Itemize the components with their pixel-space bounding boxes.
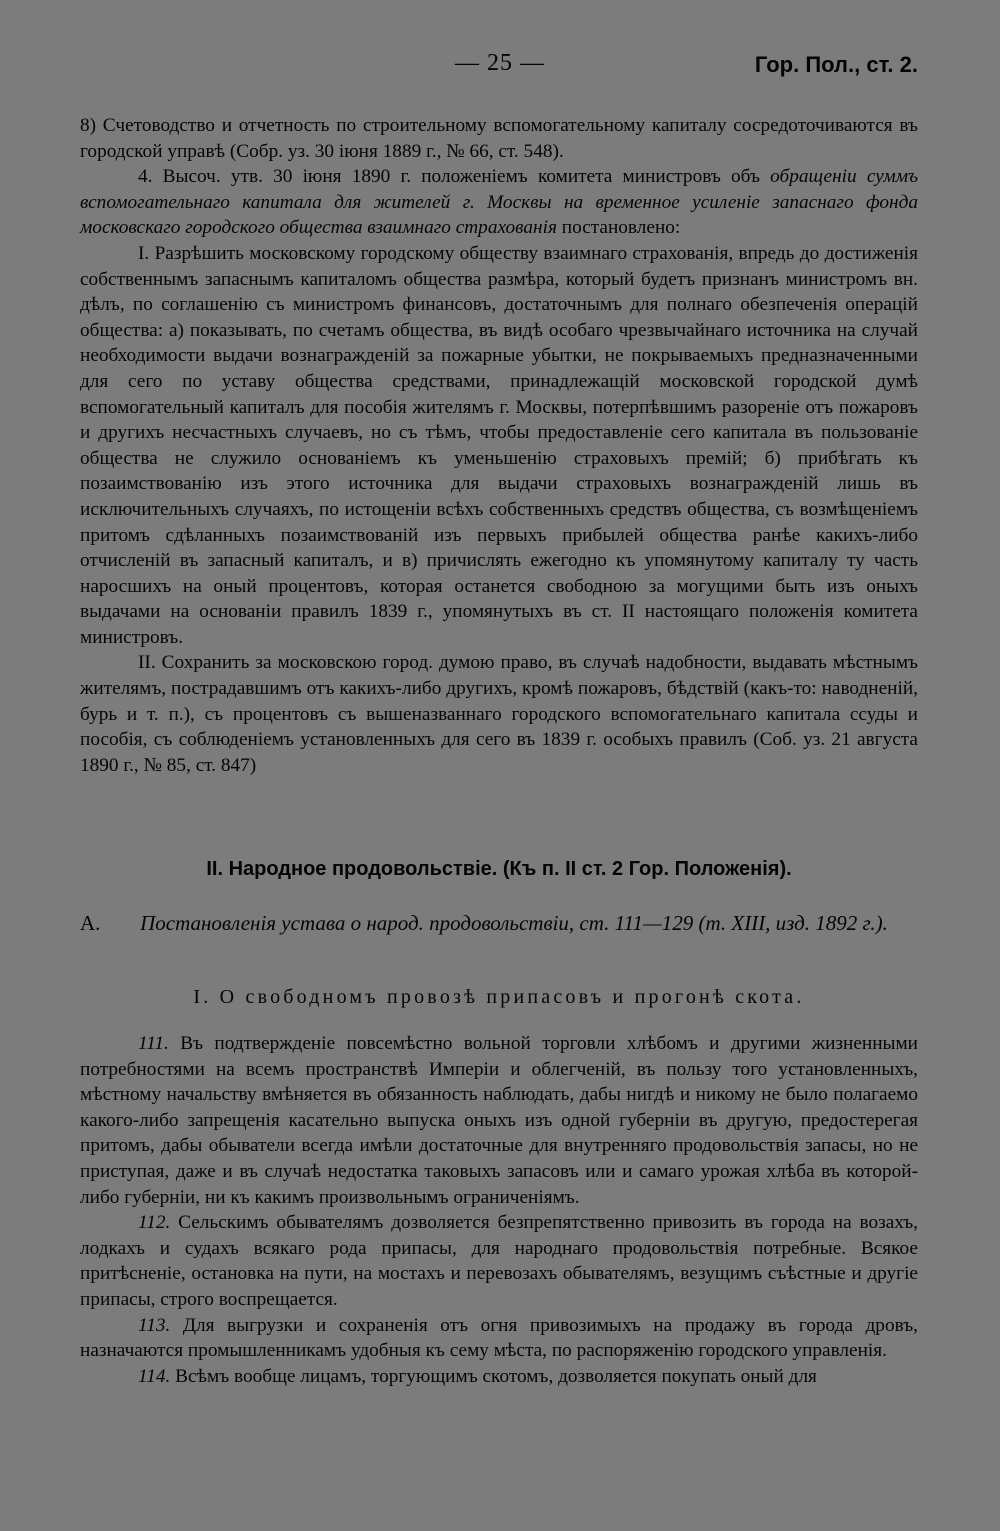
paragraph-4-start: 4. Высоч. утв. 30 іюня 1890 г. положеніемъ комитета министровъ объ [138, 166, 771, 188]
paragraph-4 [80, 164, 918, 241]
article-text: Въ подтвержденіе повсемѣстно вольной торговли хлѣбомъ и другими жизненными потребностями на всемъ пространствѣ Имперіи и облегченій, въ пользу того установленныхъ, мѣстному начальству вмѣняется въ обязанность наблюдать, дабы нигдѣ и никому не было полагаемо какого-либо запрещенія касательно выпуска оныхъ изъ одной губерніи въ другую, предостерегая притомъ, дабы обыватели всегда имѣли достаточные для внутренняго продовольствія запасы, но не приступая, даже и въ случаѣ недостатка таковыхъ запасовъ или и самаго урожая хлѣба въ которой-либо губерніи, ни къ какимъ произвольнымъ ограниченіямъ. [80, 1033, 918, 1208]
subsection-label: А. [80, 911, 101, 935]
article-114 [80, 1364, 918, 1390]
article-text: Всѣмъ вообще лицамъ, торгующимъ скотомъ, дозволяется покупать оный для [170, 1365, 817, 1387]
article-111 [80, 1031, 918, 1210]
paragraph-II: II. Сохранить за московскою город. думою право, въ случаѣ надобности, выдавать мѣстнымъ жителямъ, пострадавшимъ отъ какихъ-либо другихъ, кромѣ пожаровъ, бѣдствій (какъ-то: наводненій, бурь и т. п.), съ процентовъ съ вышеназваннаго городского вспомогательнаго капитала ссуды и пособія, съ соблюденіемъ установленныхъ для сего въ 1839 г. особыхъ правилъ (Соб. уз. 21 августа 1890 г., № 85, ст. 847) [80, 652, 918, 776]
article-112 [80, 1210, 918, 1312]
article-text: Для выгрузки и сохраненія отъ огня привозимыхъ на продажу въ города дровъ, назначаются промышленникамъ удобныя къ сему мѣста, по распоряженію городского управленія. [80, 1314, 918, 1362]
paragraph-8: 8) Счетоводство и отчетность по строительному вспомогательному капиталу сосредоточиваются въ городской управѣ (Собр. уз. 30 іюня 1889 г., № 66, ст. 548). [80, 115, 918, 162]
paragraph-I: I. Разрѣшить московскому городскому обществу взаимнаго страхованія, впредь до достиженія собственнымъ запаснымъ капиталомъ общества размѣра, который будетъ признанъ министромъ вн. дѣлъ, по соглашенію съ министромъ финансовъ, достаточнымъ для полнаго обезпеченія операцій общества: а) показывать, по счетамъ общества, въ видѣ особаго чрезвычайнаго источника на случай необходимости выдачи вознагражденій за пожарные убытки, не покрываемыхъ предназначенными для сего по уставу общества средствами, принадлежащій московской городской думѣ вспомогательный капиталъ для пособія жителямъ г. Москвы, потерпѣвшимъ разореніе отъ пожаровъ и другихъ несчастныхъ случаевъ, но съ тѣмъ, чтобы предоставленіе сего капитала въ пользованіе общества не служило основаніемъ къ уменьшенію страховыхъ премій; б) прибѣгать къ позаимствованію изъ этого источника для выдачи страховыхъ вознагражденій лишь въ исключительныхъ случаяхъ, по истощеніи всѣхъ собственныхъ средствъ общества, съ возмѣщеніемъ притомъ сдѣланныхъ позаимствованій изъ первыхъ прибылей общества ранѣе какихъ-либо отчисленій въ запасный капиталъ, и в) причислять ежегодно къ упомянутому капиталу ту часть наросшихъ на оный процентовъ, которая останется свободною за могущими быть изъ оныхъ выдачами на основаніи правилъ 1839 г., упомянутыхъ въ ст. II настоящаго положенія комитета министровъ. [80, 242, 918, 648]
article-113 [80, 1313, 918, 1364]
page-header [0, 50, 1000, 80]
paragraph-4-italic: обращеніи суммъ вспомогательнаго капитала для жителей г. Москвы на временное усиленіе запаснаго фонда московскаго городского общества взаимнаго страхованія [80, 166, 919, 239]
article-number: 114. [138, 1365, 171, 1387]
page-number: — 25 — [455, 50, 545, 76]
section-heading: II. Народное продовольствіе. (Къ п. II ст. 2 Гор. Положенія). [206, 858, 792, 880]
running-head: Гор. Пол., ст. 2. [754, 52, 918, 77]
articles-block [80, 1031, 918, 1389]
paragraph-4-end: постановлено: [556, 217, 681, 239]
chapter-title: I. О свободномъ провозѣ припасовъ и прогонѣ скота. [193, 986, 805, 1008]
subsection-title: Постановленія устава о народ. продовольствіи, ст. 111—129 (т. XIII, изд. 1892 г.). [140, 911, 888, 935]
article-number: 113. [138, 1314, 171, 1336]
article-number: 111. [138, 1033, 169, 1054]
body-block-1 [80, 113, 918, 778]
article-number: 112. [138, 1212, 171, 1234]
subsection-heading [80, 910, 918, 936]
article-text: Сельскимъ обывателямъ дозволяется безпрепятственно привозить въ города на возахъ, лодкахъ и судахъ всякаго рода припасы, для народнаго продовольствія потребные. Всякое притѣсненіе, остановка на пути, на мостахъ и перевозахъ обывателямъ, везущимъ съѣстные и другіе припасы, строго воспрещается. [80, 1212, 918, 1310]
